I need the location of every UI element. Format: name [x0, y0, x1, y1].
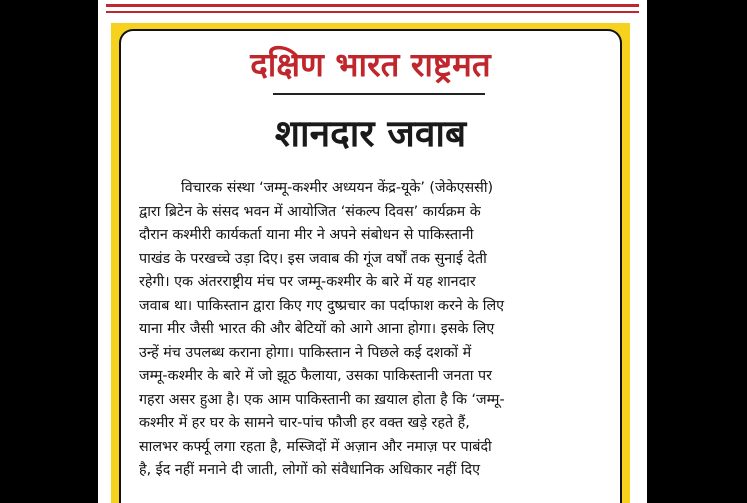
article-line: सालभर कर्फ्यू लगा रहता है, मस्जिदों में अज़ान और नमाज़ पर पाबंदी: [139, 438, 492, 455]
article-line: रहेगी। एक अंतरराष्ट्रीय मंच पर जम्मू-कश्मीर के बारे में यह शानदार: [139, 274, 476, 290]
editorial-frame: [111, 23, 630, 503]
article-line: पाखंड के परखच्चे उड़ा दिए। इस जवाब की गूंज वर्षों तक सुनाई देती: [139, 250, 487, 267]
article-line: याना मीर जैसी भारत की और बेटियों को आगे आना होगा। इसके लिए: [139, 321, 495, 337]
article-line: दौरान कश्मीरी कार्यकर्ता याना मीर ने अपने संबोधन से पाकिस्तानी: [139, 227, 474, 243]
article-line: कश्मीर में हर घर के सामने चार-पांच फौजी हर वक्त खड़े रहते हैं,: [139, 415, 470, 431]
article-body: [139, 177, 602, 483]
article-line: है, ईद नहीं मनाने दी जाती, लोगों को संवैधानिक अधिकार नहीं दिए: [139, 462, 481, 478]
article-line: जवाब था। पाकिस्तान द्वारा किए गए दुष्प्रचार का पर्दाफाश करने के लिए: [139, 297, 505, 314]
top-red-rule: [106, 4, 639, 7]
article-line: उन्हें मंच उपलब्ध कराना होगा। पाकिस्तान ने पिछले कई दशकों में: [139, 344, 472, 361]
article-line: विचारक संस्था ‘जम्मू-कश्मीर अध्ययन केंद्र-यूके’ (जेकेएससी): [181, 180, 494, 196]
article-line: द्वारा ब्रिटेन के संसद भवन में आयोजित ‘संकल्प दिवस’ कार्यक्रम के: [139, 203, 481, 220]
article-line: जम्मू-कश्मीर के बारे में जो झूठ फैलाया, उसका पाकिस्तानी जनता पर: [139, 368, 492, 384]
top-red-rule-thin: [106, 11, 639, 13]
article-headline: शानदार जवाब: [274, 112, 467, 155]
article-line: गहरा असर हुआ है। एक आम पाकिस्तानी का ख़याल होता है कि ‘जम्मू-: [139, 391, 505, 408]
editorial-box: [119, 29, 622, 503]
masthead: दक्षिण भारत राष्ट्रमत: [250, 45, 491, 84]
newspaper-page: [98, 0, 647, 503]
masthead-underline: [273, 93, 485, 95]
